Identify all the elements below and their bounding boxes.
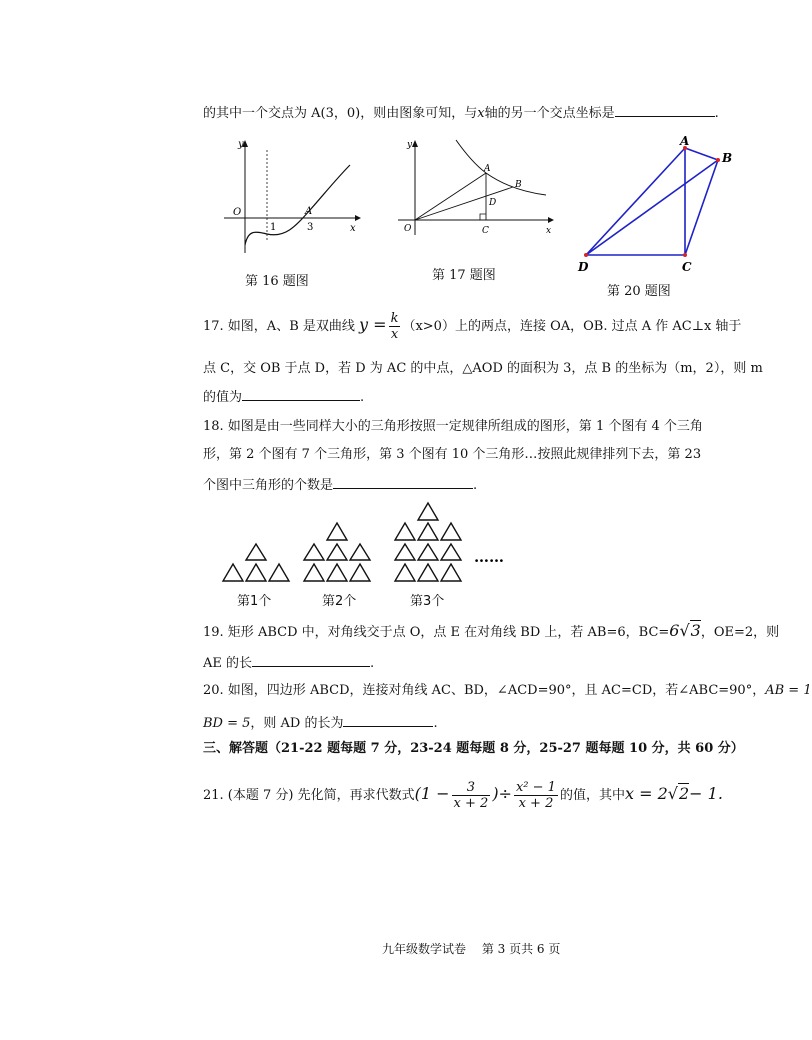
fig18-2-tri	[350, 544, 370, 560]
fig18-2-tri	[304, 544, 324, 560]
fig18-3-tri	[441, 564, 461, 581]
fig17-y-arrow	[412, 140, 418, 147]
fig17-c-label: C	[482, 226, 489, 236]
fig18-1-tri	[246, 564, 266, 581]
q18-line3: 个图中三角形的个数是 .	[203, 474, 477, 495]
fig18-3-tri	[395, 564, 415, 581]
fig18-3-tri	[441, 523, 461, 540]
fig17-a-label: A	[484, 164, 491, 174]
fig17-right-angle	[480, 214, 486, 220]
fig20-segment-cb	[685, 160, 718, 255]
fig18-2-tri	[327, 564, 347, 581]
fig16-three-label: 3	[307, 222, 314, 233]
top-line: 的其中一个交点为 A(3，0)，则由图象可知，与x轴的另一个交点坐标是 .	[203, 102, 719, 123]
figure-18-triangles	[220, 500, 520, 590]
fig17-x-arrow	[548, 217, 554, 223]
answer-blank-16	[615, 102, 715, 117]
fig18-1-tri-top	[246, 544, 266, 560]
fig16-x-arrow	[355, 215, 361, 221]
fig18-1-tri	[269, 564, 289, 581]
fig18-label-3: 第3个	[410, 594, 445, 609]
q18-line1: 18. 如图是由一些同样大小的三角形按照一定规律所组成的图形，第 1 个图有 4 个三角	[203, 419, 703, 434]
fig20-b-label: B	[722, 151, 733, 165]
fig18-3-tri	[395, 523, 415, 540]
fig16-origin-label: O	[233, 207, 242, 218]
q17-line1: 17. 如图，A、B 是双曲线 y = $\frac{k}{x}$ （x>0）上的两点，连接 OA，OB. 过点 A 作 AC⊥x 轴于	[203, 311, 742, 342]
fig20-point-b	[716, 158, 720, 162]
fig17-x-label: x	[546, 226, 552, 236]
fig17-y-label: y	[407, 140, 413, 150]
fig20-a-label: A	[680, 134, 690, 148]
fig20-segment-ad	[586, 148, 685, 255]
fig17-b-label: B	[515, 180, 522, 190]
fig16-one-label: 1	[270, 222, 277, 233]
fig16-a-label: A	[305, 206, 313, 217]
fig17-hyperbola	[456, 140, 546, 195]
fig16-caption: 第 16 题图	[245, 274, 309, 289]
q17-line3: 的值为 .	[203, 386, 364, 407]
q19-line2: AE 的长 .	[203, 652, 374, 673]
fig18-2-tri	[327, 544, 347, 560]
fig17-caption: 第 17 题图	[432, 268, 496, 283]
q17-line2: 点 C，交 OB 于点 D，若 D 为 AC 的中点，△AOD 的面积为 3，点 B 的坐标为（m，2），则 m	[203, 361, 763, 376]
section-3-header: 三、解答题（21-22 题每题 7 分，23-24 题每题 8 分，25-27 题每题 10 分，共 60 分）	[203, 741, 744, 756]
q17-fraction: $\frac{k}{x}$	[390, 311, 399, 342]
q21-line: 21. (本题 7 分) 先化简，再求代数式(1 − $\frac{3}{x + 2}$ )÷ $\frac{\text{x² − 1}}{x + 2}$ 的值，其中x = 2√2− 1.	[203, 780, 723, 811]
fig17-segment-oa	[415, 173, 486, 220]
fig20-point-c	[683, 253, 687, 257]
fig18-ellipsis: ……	[474, 548, 504, 566]
fig20-c-label: C	[682, 260, 692, 274]
fig18-2-tri-top	[327, 523, 347, 540]
figure-16	[220, 135, 370, 250]
fig18-3-tri	[418, 544, 438, 560]
answer-blank-17	[242, 386, 360, 401]
fig20-point-d	[584, 253, 588, 257]
fig17-origin-label: O	[404, 224, 412, 234]
fig18-3-tri	[441, 544, 461, 560]
fig18-2-tri	[350, 564, 370, 581]
fig18-1-tri	[223, 564, 243, 581]
figure-17	[398, 135, 558, 245]
fig18-3-tri	[395, 544, 415, 560]
fig16-y-label: y	[238, 139, 244, 150]
q19-line1: 19. 矩形 ABCD 中，对角线交于点 O，点 E 在对角线 BD 上，若 AB=6，BC=6√3，OE=2，则	[203, 621, 780, 640]
fig20-caption: 第 20 题图	[607, 284, 671, 299]
q21-fraction-2: $\frac{\text{x² − 1}}{x + 2}$	[515, 780, 556, 811]
fig18-3-tri	[418, 564, 438, 581]
figure-20	[575, 135, 745, 275]
answer-blank-20	[343, 712, 433, 727]
fig20-segment-bd	[586, 160, 718, 255]
fig20-segment-ab	[685, 148, 718, 160]
fig18-label-1: 第1个	[237, 594, 272, 609]
fig18-2-tri	[304, 564, 324, 581]
fig17-d-label: D	[489, 198, 497, 208]
q21-fraction-1: $\frac{3}{x + 2}$	[453, 780, 489, 811]
fig18-3-tri	[418, 523, 438, 540]
answer-blank-19	[252, 652, 370, 667]
answer-blank-18	[333, 474, 473, 489]
q18-line2: 形，第 2 个图有 7 个三角形，第 3 个图有 10 个三角形…按照此规律排列下去，第 23	[203, 447, 702, 462]
fig17-segment-ob	[415, 187, 513, 220]
fig20-d-label: D	[578, 260, 589, 274]
page-footer: 九年级数学试卷 第 3 页共 6 页	[382, 942, 561, 956]
fig18-label-2: 第2个	[322, 594, 357, 609]
q20-line2: BD = 5，则 AD 的长为 .	[203, 712, 438, 733]
fig16-x-label: x	[350, 223, 356, 234]
q20-line1: 20. 如图，四边形 ABCD，连接对角线 AC、BD，∠ACD=90°，且 AC=CD，若∠ABC=90°，AB = 1	[203, 683, 812, 698]
fig18-3-tri-top	[418, 503, 438, 520]
fig16-parabola	[245, 165, 350, 245]
